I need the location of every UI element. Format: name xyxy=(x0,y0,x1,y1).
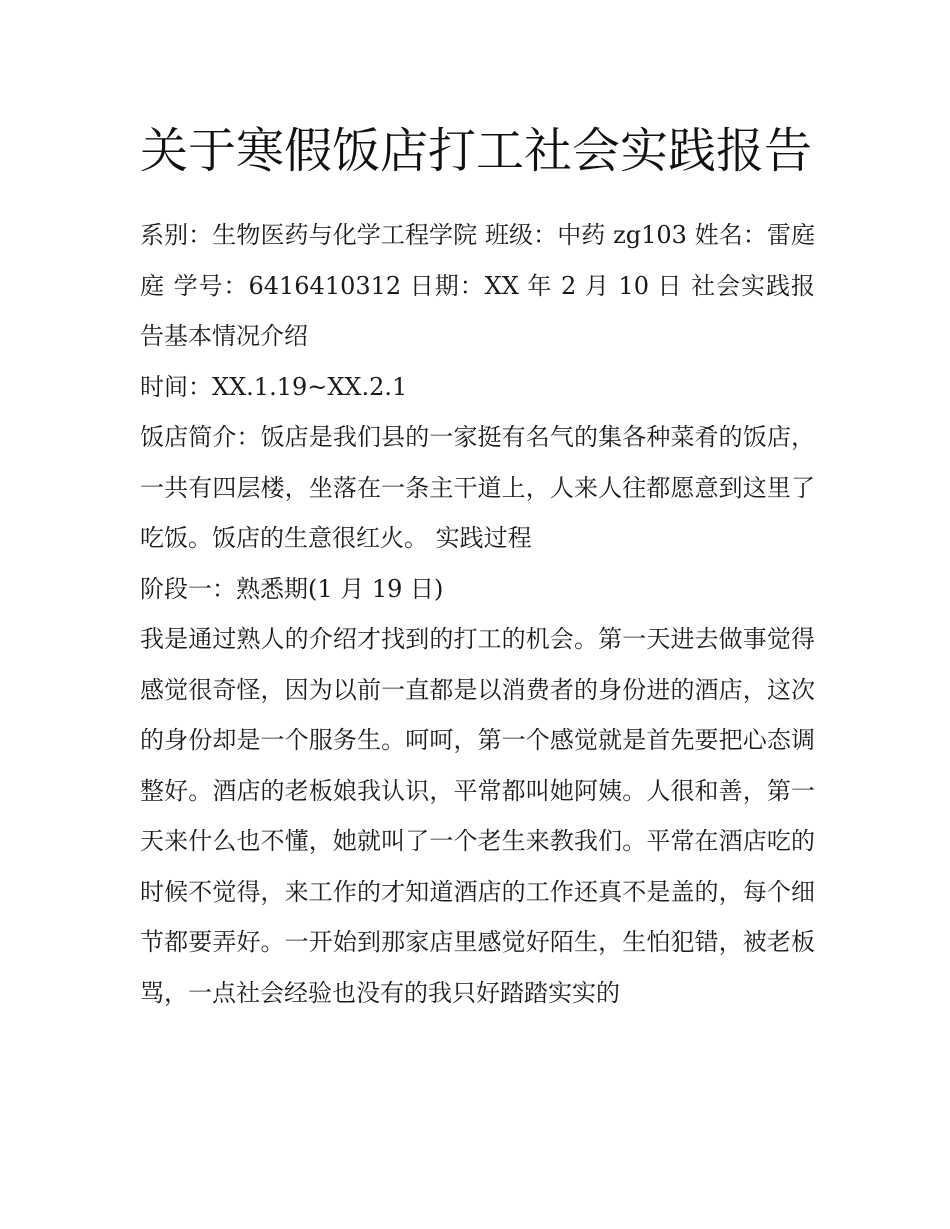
stage-one-heading: 阶段一：熟悉期(1 月 19 日) xyxy=(140,574,444,603)
time-paragraph: 时间：XX.1.19~XX.2.1 xyxy=(140,372,408,401)
document-page xyxy=(140,112,815,1018)
restaurant-intro-paragraph: 饭店简介：饭店是我们县的一家挺有名气的集各种菜肴的饭店，一共有四层楼，坐落在一条主干道上，人来人往都愿意到这里了吃饭。饭店的生意很红火。 实践过程 xyxy=(140,423,815,552)
document-title: 关于寒假饭店打工社会实践报告 xyxy=(140,123,813,179)
experience-paragraph: 我是通过熟人的介绍才找到的打工的机会。第一天进去做事觉得感觉很奇怪，因为以前一直都是以消费者的身份进的酒店，这次的身份却是一个服务生。呵呵，第一个感觉就是首先要把心态调整好。酒店的老板娘我认识，平常都叫她阿姨。人很和善，第一天来什么也不懂，她就叫了一个老生来教我们。平常在酒店吃的时候不觉得，来工作的才知道酒店的工作还真不是盖的，每个细节都要弄好。一开始到那家店里感觉好陌生，生怕犯错，被老板骂，一点社会经验也没有的我只好踏踏实实的 xyxy=(140,625,815,1007)
info-paragraph: 系别：生物医药与化学工程学院 班级：中药 zg103 姓名：雷庭庭 学号：6416410312 日期：XX 年 2 月 10 日 社会实践报告基本情况介绍 xyxy=(140,221,815,350)
